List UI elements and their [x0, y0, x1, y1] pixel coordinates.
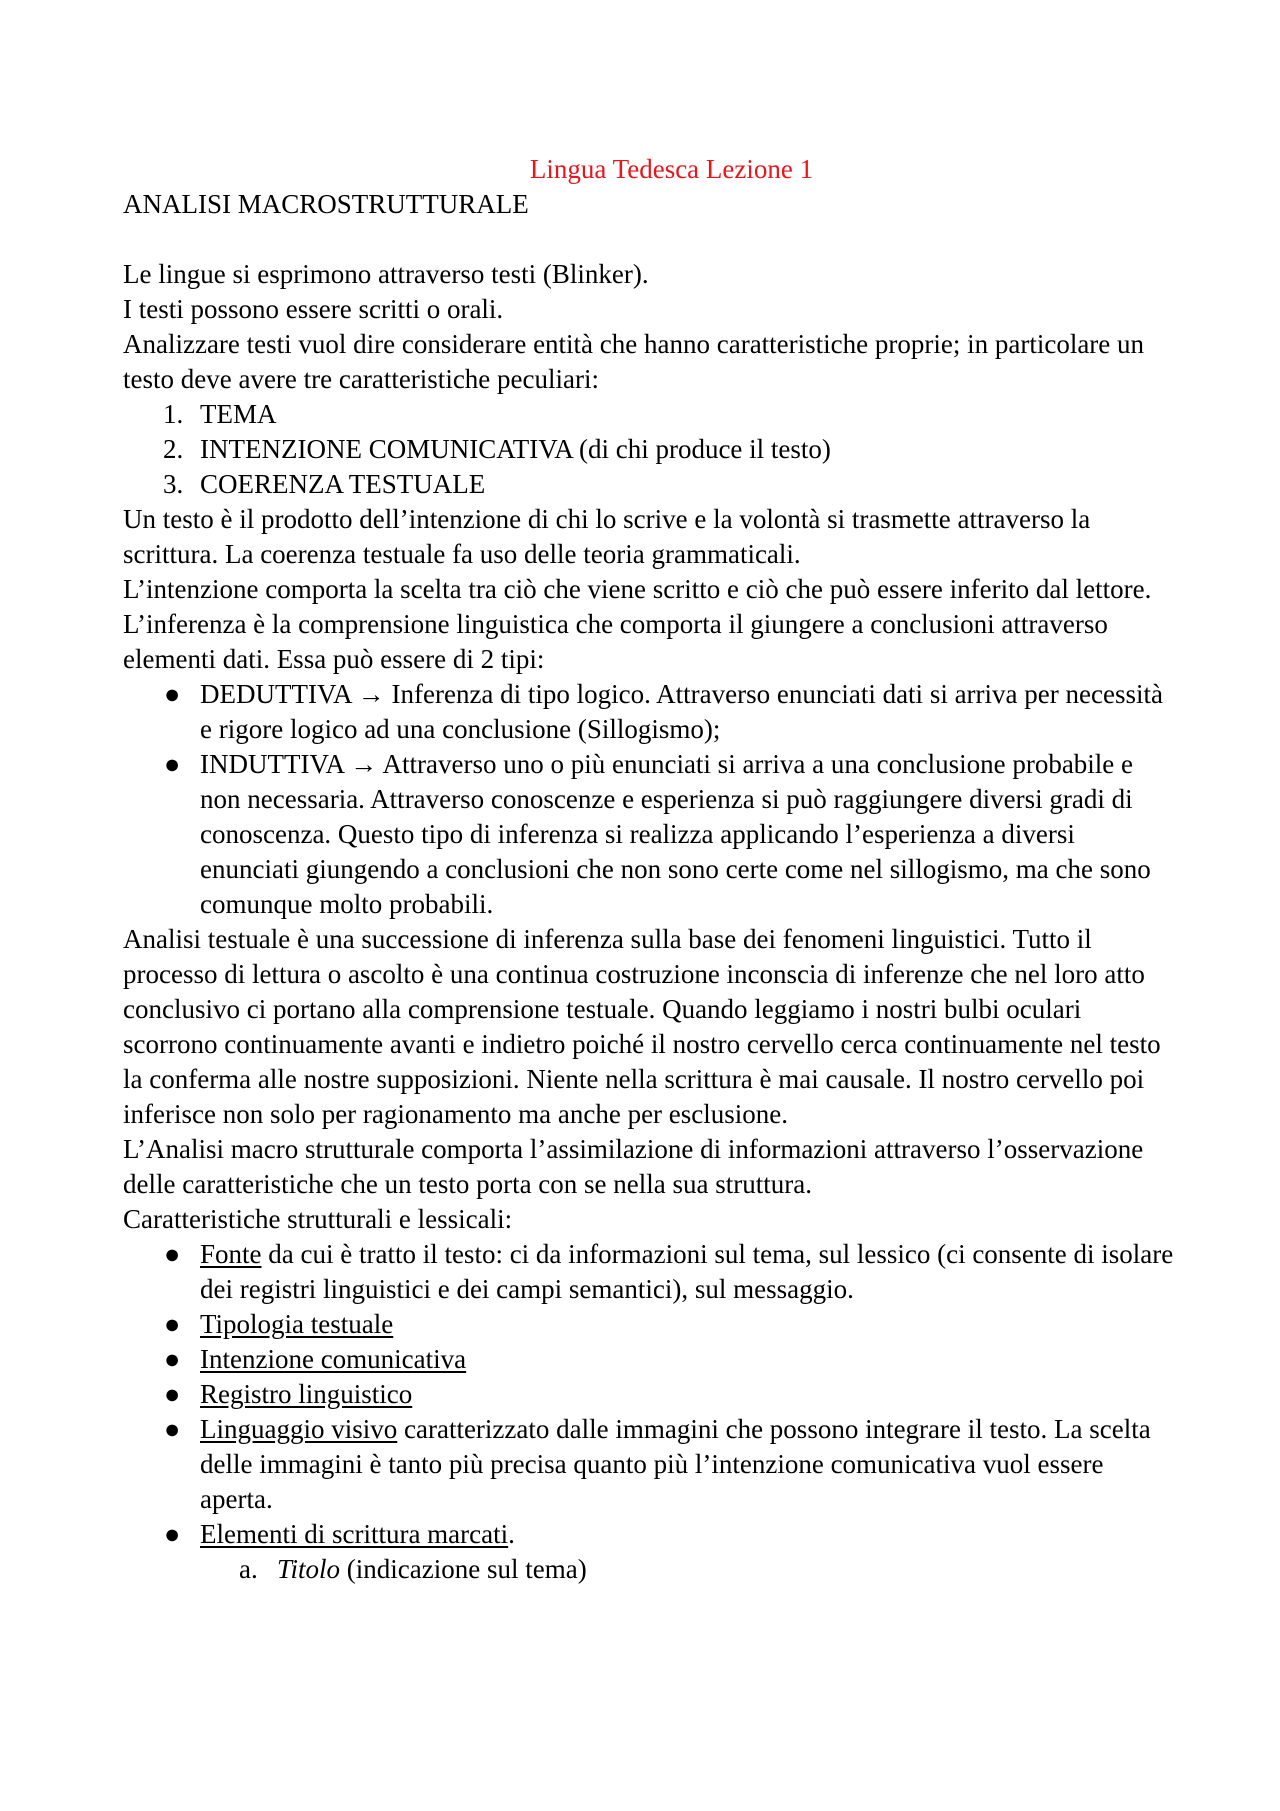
bullet-icon: ●	[164, 1309, 181, 1339]
list-item	[123, 1552, 1180, 1587]
list-item-text: INTENZIONE COMUNICATIVA (di chi produce il testo)	[200, 434, 831, 464]
list-marker: 3.	[163, 469, 184, 499]
paragraph-analisi: Analisi testuale è una successione di inferenza sulla base dei fenomeni linguistici. Tutto il processo di lettura o ascolto è una continua costruzione inconscia di inferenze che nel loro atto conclusivo ci portano alla comprensione testuale. Quando leggiamo i nostri bulbi oculari scorrono continuamente avanti e indietro poiché il nostro cervello cerca continuamente nel testo la conferma alle nostre supposizioni. Niente nella scrittura è mai causale. Il nostro cervello poi inferisce non solo per ragionamento ma anche per esclusione.	[123, 924, 1161, 1129]
feature-term: Tipologia testuale	[200, 1309, 394, 1339]
list-item	[123, 467, 1180, 502]
spacer	[123, 222, 1180, 257]
intro-paragraph-3: Analizzare testi vuol dire considerare entità che hanno caratteristiche proprie; in particolare un testo deve avere tre caratteristiche peculiari:	[123, 329, 1145, 394]
paragraph-intenzione: L’intenzione comporta la scelta tra ciò che viene scritto e ciò che può essere inferito dal lettore.	[123, 574, 1152, 604]
page-title: Lingua Tedesca Lezione 1	[529, 154, 814, 184]
bullet-icon: ●	[164, 679, 181, 709]
inference-label: INDUTTIVA	[200, 749, 344, 779]
inference-text: Inferenza di tipo logico. Attraverso enunciati dati si arriva per necessità e rigore logico ad una conclusione (Sillogismo);	[200, 679, 1163, 744]
paragraph-caratteristiche: Caratteristiche strutturali e lessicali:	[123, 1204, 513, 1234]
bullet-icon: ●	[164, 1344, 181, 1374]
list-marker: 1.	[163, 399, 184, 429]
list-item	[123, 677, 1180, 747]
list-marker: 2.	[163, 434, 184, 464]
section-heading: ANALISI MACROSTRUTTURALE	[123, 189, 529, 219]
features-list	[123, 1237, 1180, 1552]
inference-label: DEDUTTIVA	[200, 679, 351, 709]
characteristics-list	[123, 397, 1180, 502]
list-item-text: TEMA	[200, 399, 277, 429]
arrow-right-icon: →	[350, 749, 378, 779]
feature-text: caratterizzato dalle immagini che possono integrare il testo. La scelta delle immagini è tanto più precisa quanto più l’intenzione comunicativa vuol essere aperta.	[200, 1414, 1151, 1514]
paragraph-testo: Un testo è il prodotto dell’intenzione di chi lo scrive e la volontà si trasmette attraverso la scrittura. La coerenza testuale fa uso delle teoria grammaticali.	[123, 504, 1091, 569]
bullet-icon: ●	[164, 1519, 181, 1549]
list-marker: a.	[239, 1554, 258, 1584]
list-item	[123, 397, 1180, 432]
paragraph-inferenza: L’inferenza è la comprensione linguistica che comporta il giungere a conclusioni attraverso elementi dati. Essa può essere di 2 tipi:	[123, 609, 1108, 674]
bullet-icon: ●	[164, 1239, 181, 1269]
bullet-icon: ●	[164, 1379, 181, 1409]
inference-types-list	[123, 677, 1180, 922]
arrow-right-icon: →	[357, 679, 385, 709]
feature-term: Fonte	[200, 1239, 262, 1269]
list-item	[123, 1307, 1180, 1342]
list-item	[123, 432, 1180, 467]
sub-item-term: Titolo	[277, 1554, 341, 1584]
feature-text: da cui è tratto il testo: ci da informazioni sul tema, sul lessico (ci consente di isolare dei registri linguistici e dei campi semantici), sul messaggio.	[200, 1239, 1174, 1304]
list-item	[123, 1517, 1180, 1552]
paragraph-macro: L’Analisi macro strutturale comporta l’assimilazione di informazioni attraverso l’osservazione delle caratteristiche che un testo porta con se nella sua struttura.	[123, 1134, 1144, 1199]
feature-text: .	[508, 1519, 515, 1549]
list-item	[123, 1237, 1180, 1307]
list-item	[123, 747, 1180, 922]
bullet-icon: ●	[164, 749, 181, 779]
feature-term: Elementi di scrittura marcati	[200, 1519, 509, 1549]
sub-items-list	[123, 1552, 1180, 1587]
intro-paragraph-2: I testi possono essere scritti o orali.	[123, 294, 504, 324]
bullet-icon: ●	[164, 1414, 181, 1444]
list-item	[123, 1342, 1180, 1377]
feature-term: Intenzione comunicativa	[200, 1344, 467, 1374]
feature-term: Linguaggio visivo	[200, 1414, 398, 1444]
list-item-text: COERENZA TESTUALE	[200, 469, 486, 499]
intro-paragraph-1: Le lingue si esprimono attraverso testi (Blinker).	[123, 259, 649, 289]
sub-item-text: (indicazione sul tema)	[340, 1554, 587, 1584]
inference-text: Attraverso uno o più enunciati si arriva a una conclusione probabile e non necessaria. Attraverso conoscenze e esperienza si può raggiungere diversi gradi di conoscenza. Questo tipo di inferenza si realizza applicando l’esperienza a diversi enunciati giungendo a conclusioni che non sono certe come nel sillogismo, ma che sono comunque molto probabili.	[200, 749, 1151, 919]
list-item	[123, 1412, 1180, 1517]
feature-term: Registro linguistico	[200, 1379, 413, 1409]
list-item	[123, 1377, 1180, 1412]
